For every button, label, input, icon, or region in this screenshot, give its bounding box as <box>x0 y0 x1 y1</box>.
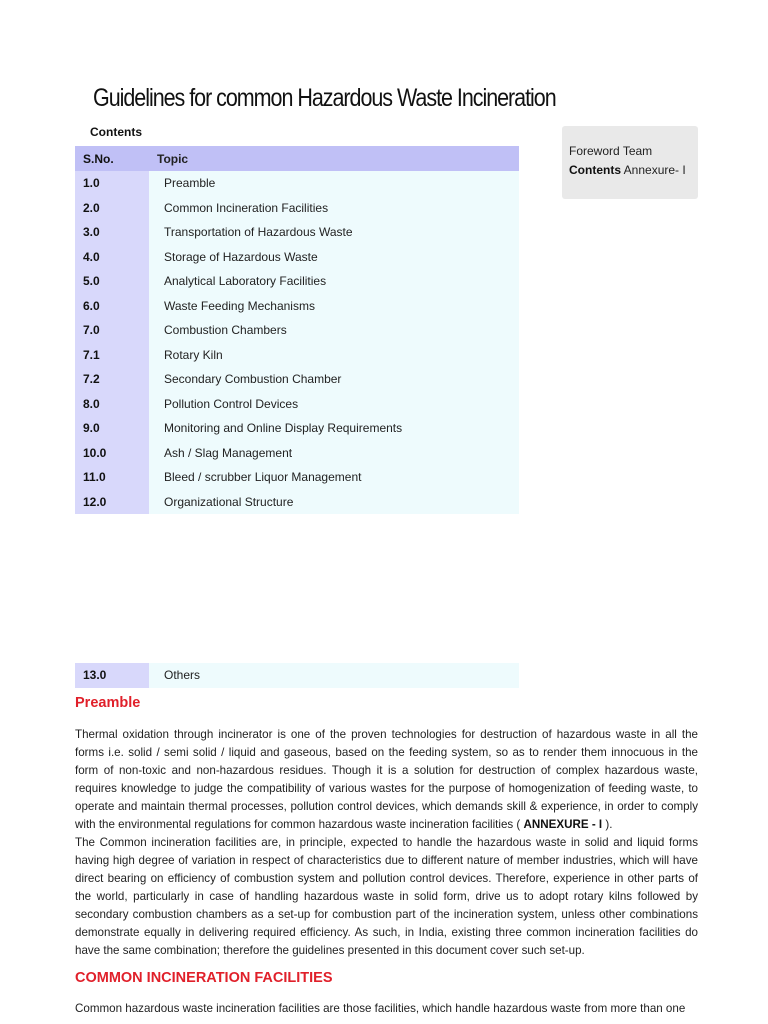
row-topic-link[interactable]: Bleed / scrubber Liquor Management <box>149 465 519 490</box>
row-topic-link[interactable]: Transportation of Hazardous Waste <box>149 220 519 245</box>
facilities-heading: COMMON INCINERATION FACILITIES <box>75 970 333 986</box>
table-row <box>75 245 519 270</box>
row-topic-link[interactable]: Ash / Slag Management <box>149 441 519 466</box>
row-topic-link[interactable]: Preamble <box>149 171 519 196</box>
row-topic-link[interactable]: Analytical Laboratory Facilities <box>149 269 519 294</box>
side-nav-line-1 <box>569 142 698 161</box>
row-sno: 6.0 <box>75 294 149 319</box>
annexure-reference-link[interactable]: ANNEXURE - I <box>523 818 603 831</box>
row-topic-link[interactable]: Rotary Kiln <box>149 343 519 368</box>
table-row <box>75 490 519 515</box>
row-topic-link[interactable]: Organizational Structure <box>149 490 519 515</box>
preamble-heading: Preamble <box>75 695 141 711</box>
row-sno: 7.0 <box>75 318 149 343</box>
table-row <box>75 663 519 688</box>
row-sno: 1.0 <box>75 171 149 196</box>
preamble-paragraph-2: The Common incineration facilities are, in principle, expected to handle the hazardous waste in solid and liquid forms having high degree of variation in respect of characteristics due to different nature of member industries, which will have direct bearing on efficiency of combustion system and pollution control devices. Therefore, experience in other parts of the world, particularly in case of handling hazardous waste in solid form, drive us to adopt rotary kilns followed by secondary combustion chambers as a set-up for combustion part of the incineration system, unless other combinations demonstrate equally in delivering required efficiency. As such, in India, existing three common incineration facilities do have the same combination; therefore the guidelines presented in this document cover such set-up. <box>75 836 698 957</box>
table-row <box>75 465 519 490</box>
table-row <box>75 318 519 343</box>
header-sno: S.No. <box>83 151 114 166</box>
table-row <box>75 269 519 294</box>
row-topic-link[interactable]: Secondary Combustion Chamber <box>149 367 519 392</box>
table-row <box>75 294 519 319</box>
row-sno: 2.0 <box>75 196 149 221</box>
side-nav-line-2 <box>569 161 698 180</box>
team-link[interactable]: Team <box>622 144 653 158</box>
contents-table-continued <box>75 663 519 688</box>
row-sno: 3.0 <box>75 220 149 245</box>
table-row-spacer <box>75 514 519 538</box>
row-sno: 10.0 <box>75 441 149 466</box>
table-row <box>75 196 519 221</box>
contents-label: Contents <box>90 125 142 139</box>
row-sno: 7.2 <box>75 367 149 392</box>
table-row <box>75 367 519 392</box>
preamble-p1-end: ). <box>605 818 613 831</box>
facilities-paragraph-1: Common hazardous waste incineration facilities are those facilities, which handle hazardous waste from more than one <box>75 1002 686 1015</box>
table-row <box>75 343 519 368</box>
table-header-row <box>75 146 519 171</box>
row-sno: 5.0 <box>75 269 149 294</box>
row-sno: 11.0 <box>75 465 149 490</box>
row-topic-link[interactable]: Storage of Hazardous Waste <box>149 245 519 270</box>
contents-table <box>75 146 519 538</box>
preamble-paragraph-1 <box>75 726 698 834</box>
row-sno: 7.1 <box>75 343 149 368</box>
document-title: Guidelines for common Hazardous Waste Incineration <box>93 84 556 112</box>
header-topic: Topic <box>157 151 189 166</box>
row-sno: 12.0 <box>75 490 149 515</box>
annexure-link[interactable]: Annexure- I <box>623 163 686 177</box>
table-body <box>75 171 519 538</box>
row-sno: 8.0 <box>75 392 149 417</box>
row-topic-link[interactable]: Pollution Control Devices <box>149 392 519 417</box>
row-sno: 13.0 <box>75 663 149 688</box>
preamble-p1-text: Thermal oxidation through incinerator is one of the proven technologies for destruction of hazardous waste in all the forms i.e. solid / semi solid / liquid and gaseous, based on the feeding system, so as to render them innocuous in the form of non-toxic and non-hazardous residues. Though it is a solution for destruction of complex hazardous waste, requires knowledge to judge the compatibility of various wastes for the purpose of homogenization of feeding waste, to operate and maintain thermal processes, pollution control devices, which demands skill & experience, in order to comply with the environmental regulations for common hazardous waste incineration facilities ( <box>75 728 698 831</box>
table-row <box>75 416 519 441</box>
row-sno: 4.0 <box>75 245 149 270</box>
row-sno: 9.0 <box>75 416 149 441</box>
side-navigation <box>562 126 698 199</box>
table-row <box>75 441 519 466</box>
row-topic-link[interactable]: Waste Feeding Mechanisms <box>149 294 519 319</box>
row-topic-link[interactable]: Monitoring and Online Display Requirements <box>149 416 519 441</box>
foreword-link[interactable]: Foreword <box>569 144 620 158</box>
contents-link[interactable]: Contents <box>569 163 621 177</box>
row-topic-link[interactable]: Combustion Chambers <box>149 318 519 343</box>
table-row <box>75 171 519 196</box>
row-topic-link[interactable]: Others <box>149 663 519 688</box>
table-row <box>75 220 519 245</box>
row-topic-link[interactable]: Common Incineration Facilities <box>149 196 519 221</box>
table-row <box>75 392 519 417</box>
